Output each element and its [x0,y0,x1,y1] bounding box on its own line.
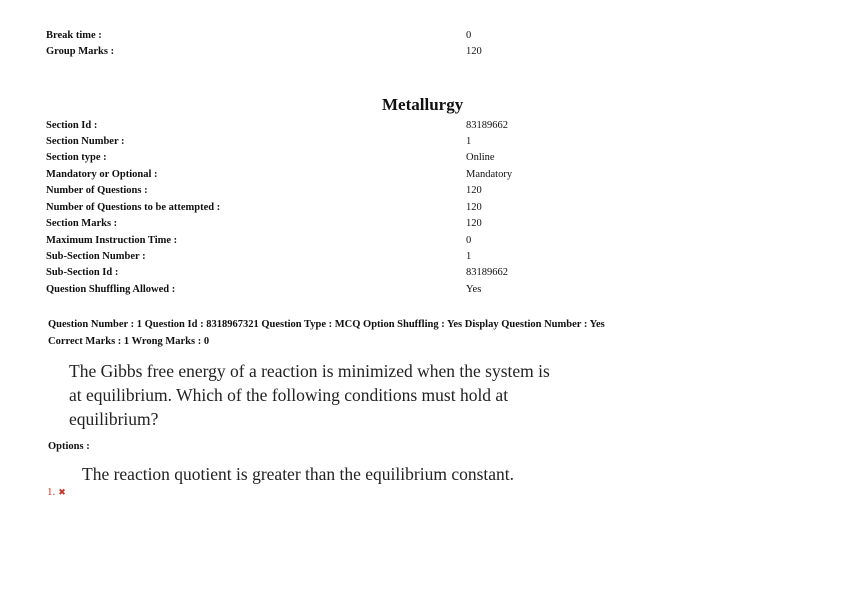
question-text-line: equilibrium? [69,409,159,429]
options-label: Options : [48,441,90,452]
field-value: Yes [466,284,482,295]
field-label: Mandatory or Optional : [46,169,158,180]
option-number [47,486,66,498]
field-value: 1 [466,136,472,147]
field-value: 120 [466,202,482,213]
field-value: Mandatory [466,169,513,180]
break-time-label: Break time : [46,30,102,41]
field-label: Maximum Instruction Time : [46,235,178,246]
section-title: Metallurgy [382,95,464,114]
field-label: Section Id : [46,120,98,131]
field-value: 83189662 [466,120,508,131]
field-label: Question Shuffling Allowed : [46,284,176,295]
group-marks-label: Group Marks : [46,46,115,57]
question-text-line: at equilibrium. Which of the following conditions must hold at [69,385,509,405]
field-label: Sub-Section Id : [46,267,119,278]
field-value: 120 [466,185,482,196]
question-meta-line2: Correct Marks : 1 Wrong Marks : 0 [48,336,210,347]
option-number-label: 1. [47,486,56,498]
question-meta-line1: Question Number : 1 Question Id : 8318967321 Question Type : MCQ Option Shuffling : Yes Display Question Number : Yes [48,319,605,330]
question-text [69,359,589,431]
cross-icon: ✖ [58,487,66,497]
field-label: Number of Questions to be attempted : [46,202,221,213]
question-text-line: The Gibbs free energy of a reaction is minimized when the system is [69,361,550,381]
field-label: Sub-Section Number : [46,251,146,262]
break-time-value: 0 [466,30,472,41]
field-value: Online [466,152,495,163]
field-label: Number of Questions : [46,185,148,196]
field-label: Section type : [46,152,107,163]
field-value: 83189662 [466,267,508,278]
group-marks-value: 120 [466,46,482,57]
option-text: The reaction quotient is greater than the equilibrium constant. [82,464,515,484]
field-value: 0 [466,235,472,246]
field-value: 1 [466,251,472,262]
field-label: Section Marks : [46,218,118,229]
field-label: Section Number : [46,136,125,147]
field-value: 120 [466,218,482,229]
